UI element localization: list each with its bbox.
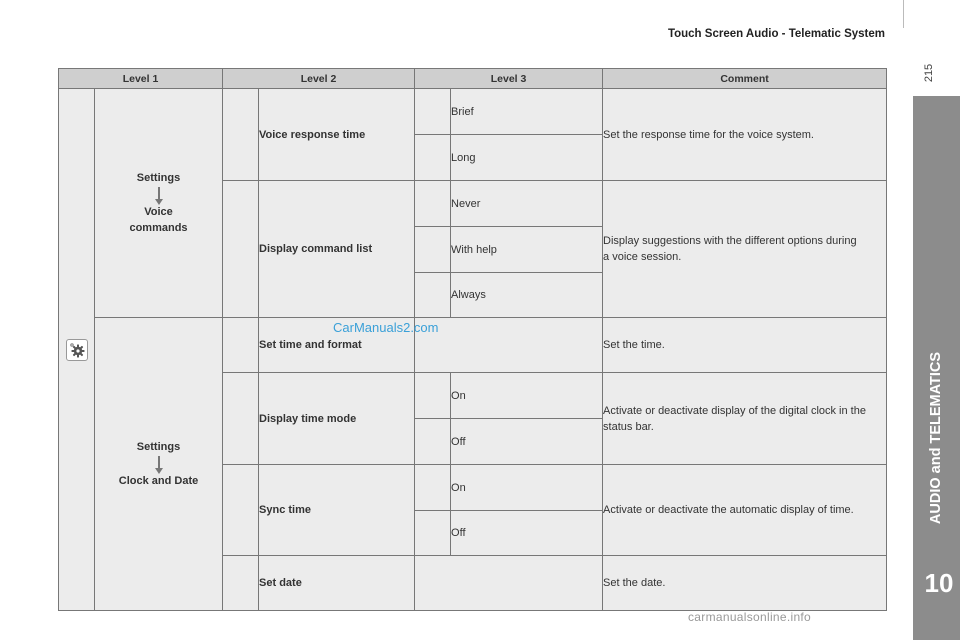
- chapter-label: [914, 296, 958, 580]
- comment-cell: [603, 181, 887, 318]
- level3-spacer: [415, 419, 451, 465]
- level3-option: Brief: [451, 89, 603, 135]
- level3-option: Always: [451, 273, 603, 318]
- level1-voice-commands: [95, 89, 223, 318]
- level3-option: Off: [451, 511, 603, 556]
- watermark-text: CarManuals2.com: [333, 320, 439, 335]
- level3-option: With help: [451, 227, 603, 273]
- level1-title: Settings: [136, 441, 181, 453]
- settings-gear-icon: [66, 339, 88, 361]
- header-level-2: Level 2: [223, 69, 415, 89]
- arrow-down-icon: [95, 186, 222, 204]
- level2-spacer: [223, 465, 259, 556]
- level2-sync-time: Sync time: [259, 465, 415, 556]
- level2-spacer: [223, 318, 259, 373]
- table-row: [59, 318, 887, 373]
- level3-spacer: [415, 273, 451, 318]
- header-level-3: Level 3: [415, 69, 603, 89]
- level1-icon-cell: [59, 89, 95, 611]
- level2-display-time-mode: Display time mode: [259, 373, 415, 465]
- comment-cell: Set the response time for the voice system.: [603, 89, 887, 181]
- level3-empty: [415, 318, 603, 373]
- comment-text: Display suggestions with the different options during a voice session.: [603, 235, 857, 263]
- level2-spacer: [223, 373, 259, 465]
- chapter-label-text: AUDIO and TELEMATICS: [928, 351, 944, 525]
- level3-option: Long: [451, 135, 603, 181]
- header-comment: Comment: [603, 69, 887, 89]
- table-row: [59, 89, 887, 135]
- table-header-row: [59, 69, 887, 89]
- level3-spacer: [415, 135, 451, 181]
- level1-title: Settings: [136, 172, 181, 184]
- page-number: [917, 60, 941, 86]
- level3-option: On: [451, 373, 603, 419]
- level2-set-time-and-format: Set time and format: [259, 318, 415, 373]
- level2-voice-response-time: Voice response time: [259, 89, 415, 181]
- side-divider: [903, 0, 904, 28]
- level2-set-date: Set date: [259, 556, 415, 611]
- level3-option: On: [451, 465, 603, 511]
- page-number-text: 215: [922, 63, 935, 83]
- level3-option: Never: [451, 181, 603, 227]
- level2-spacer: [223, 556, 259, 611]
- comment-cell: [603, 373, 887, 465]
- level1-subtitle: Voice commands: [129, 206, 188, 234]
- level2-spacer: [223, 181, 259, 318]
- level3-spacer: [415, 511, 451, 556]
- level2-display-command-list: Display command list: [259, 181, 415, 318]
- comment-text: Activate or deactivate the automatic display of time.: [603, 504, 854, 516]
- settings-menu-table: [58, 68, 887, 611]
- level3-spacer: [415, 181, 451, 227]
- level3-spacer: [415, 89, 451, 135]
- level3-spacer: [415, 373, 451, 419]
- chapter-number: 10: [924, 568, 954, 598]
- footer-watermark: carmanualsonline.info: [688, 610, 812, 624]
- comment-cell: Set the date.: [603, 556, 887, 611]
- arrow-down-icon: [95, 455, 222, 473]
- comment-text: Activate or deactivate display of the digital clock in the status bar.: [603, 404, 866, 433]
- level2-spacer: [223, 89, 259, 181]
- level1-clock-and-date: [95, 318, 223, 611]
- header-level-1: Level 1: [59, 69, 223, 89]
- comment-cell: Set the time.: [603, 318, 887, 373]
- comment-cell: [603, 465, 887, 556]
- level3-spacer: [415, 465, 451, 511]
- level3-empty: [415, 556, 603, 611]
- page-header-title: Touch Screen Audio - Telematic System: [667, 28, 885, 40]
- level1-subtitle: Clock and Date: [118, 475, 199, 487]
- level3-spacer: [415, 227, 451, 273]
- level3-option: Off: [451, 419, 603, 465]
